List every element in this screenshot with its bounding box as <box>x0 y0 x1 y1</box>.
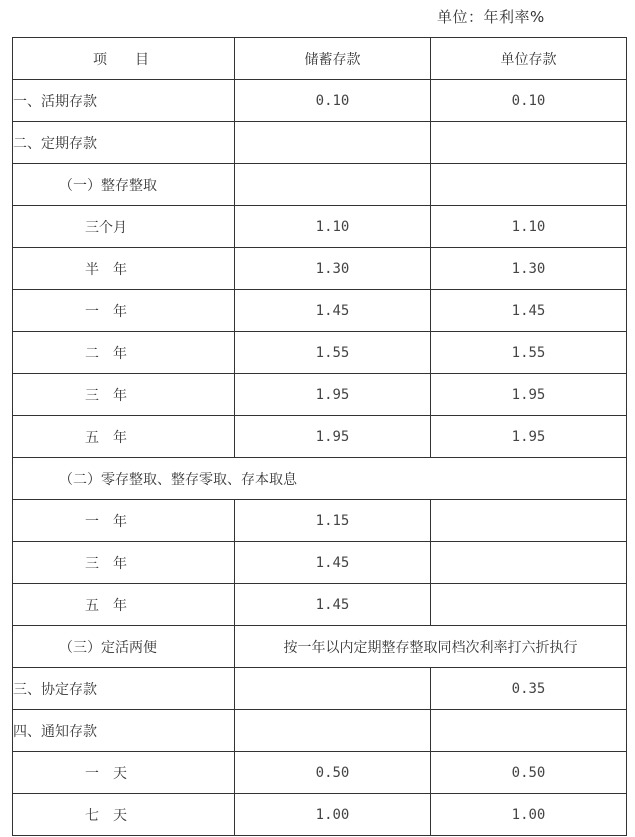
savings-rate-cell: 0.10 <box>235 80 431 122</box>
unit-rate-cell <box>431 164 627 206</box>
table-row <box>13 584 627 626</box>
table-row <box>13 122 627 164</box>
savings-rate-cell: 1.55 <box>235 332 431 374</box>
savings-rate-cell: 1.45 <box>235 290 431 332</box>
table-row <box>13 164 627 206</box>
unit-rate-cell: 1.30 <box>431 248 627 290</box>
unit-rate-cell <box>431 500 627 542</box>
savings-rate-cell: 1.15 <box>235 500 431 542</box>
row-label: 三、协定存款 <box>13 668 235 710</box>
unit-rate-cell: 1.55 <box>431 332 627 374</box>
row-label: 一 年 <box>13 500 235 542</box>
unit-rate-cell: 1.45 <box>431 290 627 332</box>
row-label: 二 年 <box>13 332 235 374</box>
unit-rate-cell: 1.00 <box>431 794 627 836</box>
header-unit: 单位存款 <box>431 38 627 80</box>
interest-rate-table <box>12 37 627 836</box>
savings-rate-cell <box>235 668 431 710</box>
table-row <box>13 290 627 332</box>
header-savings: 储蓄存款 <box>235 38 431 80</box>
row-label: （一）整存整取 <box>13 164 235 206</box>
table-row <box>13 416 627 458</box>
savings-rate-cell <box>235 164 431 206</box>
unit-rate-cell <box>431 122 627 164</box>
table-row <box>13 374 627 416</box>
row-label: （三）定活两便 <box>13 626 235 668</box>
savings-rate-cell <box>235 122 431 164</box>
table-row <box>13 794 627 836</box>
unit-rate-cell <box>431 584 627 626</box>
savings-rate-cell: 1.45 <box>235 584 431 626</box>
row-label: 五 年 <box>13 416 235 458</box>
unit-rate-cell: 0.10 <box>431 80 627 122</box>
table-row <box>13 710 627 752</box>
table-row <box>13 626 627 668</box>
savings-rate-cell: 1.95 <box>235 374 431 416</box>
row-label: （二）零存整取、整存零取、存本取息 <box>13 458 627 500</box>
unit-rate-cell: 1.95 <box>431 374 627 416</box>
row-label: 三个月 <box>13 206 235 248</box>
savings-rate-cell: 1.10 <box>235 206 431 248</box>
row-label: 三 年 <box>13 542 235 584</box>
unit-rate-cell: 0.35 <box>431 668 627 710</box>
row-label: 一 年 <box>13 290 235 332</box>
table-row <box>13 458 627 500</box>
table-row <box>13 500 627 542</box>
table-row <box>13 248 627 290</box>
table-row <box>13 206 627 248</box>
table-row <box>13 542 627 584</box>
table-row <box>13 80 627 122</box>
unit-note: 单位：年利率% <box>437 8 545 26</box>
row-label: 五 年 <box>13 584 235 626</box>
header-item: 项 目 <box>13 38 235 80</box>
savings-rate-cell: 1.45 <box>235 542 431 584</box>
unit-rate-cell <box>431 710 627 752</box>
savings-rate-cell: 1.30 <box>235 248 431 290</box>
row-label: 二、定期存款 <box>13 122 235 164</box>
savings-rate-cell: 1.95 <box>235 416 431 458</box>
row-note: 按一年以内定期整存整取同档次利率打六折执行 <box>235 626 627 668</box>
table-row <box>13 332 627 374</box>
table-row <box>13 668 627 710</box>
savings-rate-cell: 1.00 <box>235 794 431 836</box>
table-body <box>13 38 627 836</box>
row-label: 一 天 <box>13 752 235 794</box>
row-label: 四、通知存款 <box>13 710 235 752</box>
unit-rate-cell: 0.50 <box>431 752 627 794</box>
table-header-row <box>13 38 627 80</box>
unit-rate-cell: 1.95 <box>431 416 627 458</box>
unit-rate-cell <box>431 542 627 584</box>
row-label: 七 天 <box>13 794 235 836</box>
row-label: 三 年 <box>13 374 235 416</box>
row-label: 半 年 <box>13 248 235 290</box>
savings-rate-cell: 0.50 <box>235 752 431 794</box>
row-label: 一、活期存款 <box>13 80 235 122</box>
table-row <box>13 752 627 794</box>
savings-rate-cell <box>235 710 431 752</box>
unit-rate-cell: 1.10 <box>431 206 627 248</box>
